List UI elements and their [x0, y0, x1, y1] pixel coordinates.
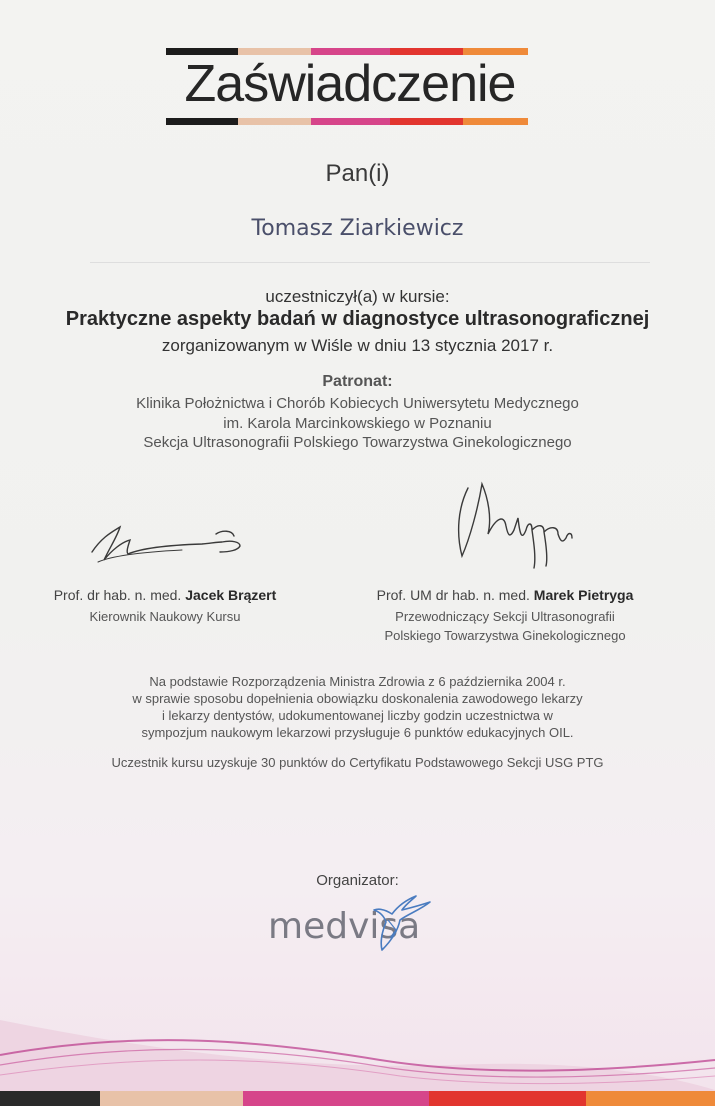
- signature-left: [82, 512, 252, 572]
- footer-color-bar: [0, 1091, 715, 1106]
- signer-right-name: Marek Pietryga: [533, 587, 634, 603]
- signer-left-name: Jacek Brązert: [185, 587, 277, 603]
- divider: [90, 262, 650, 263]
- patronage-line: im. Karola Marcinkowskiego w Poznaniu: [223, 415, 492, 432]
- patronage-title: Patronat:: [322, 373, 393, 390]
- course-date-place: zorganizowanym w Wiśle w dniu 13 stycznia 2017 r.: [161, 336, 554, 355]
- signer-left: [40, 587, 290, 626]
- patronage-line: Klinika Położnictwa i Chorób Kobiecych Uniwersytetu Medycznego: [136, 395, 579, 412]
- document-title: Zaświadczenie: [184, 55, 516, 113]
- patronage-line: Sekcja Ultrasonografii Polskiego Towarzystwa Ginekologicznego: [143, 434, 572, 451]
- course-name: Praktyczne aspekty badań w diagnostyce ultrasonograficznej: [65, 308, 650, 330]
- regulation-text: Na podstawie Rozporządzenia Ministra Zdrowia z 6 października 2004 r. w sprawie sposobu dopełnienia obowiązku doskonalenia zawodowego lekarzy i lekarzy dentystów, udokumentowanej liczby godzin uczestnictwa w sympozjum naukowym lekarzowi przysługuje 6 punktów edukacyjnych OIL.: [132, 674, 583, 740]
- title-bar-bottom: [166, 118, 528, 125]
- participation-text: uczestniczył(a) w kursie:: [265, 287, 450, 306]
- salutation: Pan(i): [325, 160, 390, 187]
- signature-right: [448, 478, 583, 570]
- recipient-name: Tomasz Ziarkiewicz: [251, 216, 464, 241]
- organizer-label: Organizator:: [316, 872, 399, 889]
- signer-left-title: Prof. dr hab. n. med. Jacek Brązert: [53, 587, 277, 603]
- organizer-logo: medvisa: [268, 906, 421, 947]
- certificate-points: Uczestnik kursu uzyskuje 30 punktów do Certyfikatu Podstawowego Sekcji USG PTG: [111, 755, 604, 770]
- signer-left-role: Kierownik Naukowy Kursu: [89, 609, 241, 624]
- signer-right-role: Przewodniczący Sekcji Ultrasonografii Polskiego Towarzystwa Ginekologicznego: [384, 609, 626, 643]
- signer-right-title: Prof. UM dr hab. n. med. Marek Pietryga: [376, 587, 634, 603]
- signer-right: [360, 587, 650, 645]
- hummingbird-icon: [264, 890, 434, 960]
- decorative-swoosh: [0, 960, 715, 1106]
